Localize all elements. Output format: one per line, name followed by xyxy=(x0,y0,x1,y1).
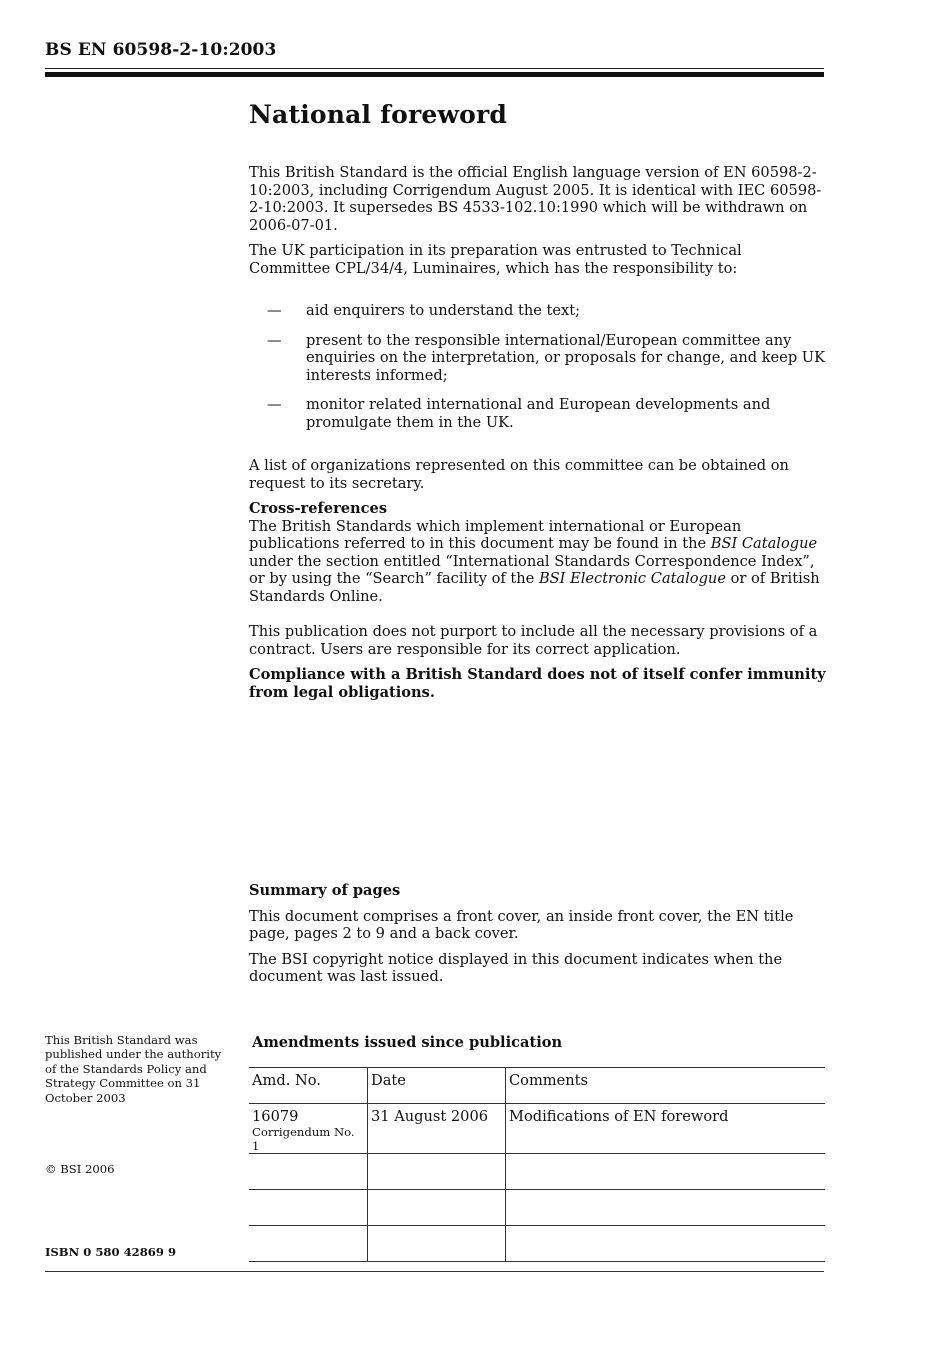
header-rule-thin xyxy=(45,68,824,69)
list-item xyxy=(249,332,827,385)
summary-section xyxy=(249,882,827,986)
amendments-title: Amendments issued since publication xyxy=(252,1034,563,1051)
page-title: National foreword xyxy=(249,100,508,129)
list-item-text: present to the responsible international/European committee any enquiries on the interpretation, or proposals for change, and keep UK interests informed; xyxy=(306,331,826,384)
disclaimer-paragraph: This publication does not purport to include all the necessary provisions of a contract. Users are responsible for its correct application. xyxy=(249,623,818,658)
compliance-statement: Compliance with a British Standard does not of itself confer immunity from legal obligations. xyxy=(249,666,826,701)
list-item-text: aid enquirers to understand the text; xyxy=(306,302,581,319)
summary-paragraph: This document comprises a front cover, an inside front cover, the EN title page, pages 2 to 9 and a back cover. xyxy=(249,907,794,942)
responsibility-list xyxy=(249,302,827,443)
body-section xyxy=(249,457,827,701)
header-rule-thick xyxy=(45,72,824,77)
bsi-electronic-catalogue-ref: BSI Electronic Catalogue xyxy=(538,570,726,587)
publication-note: This British Standard was published under the authority of the Standards Policy and Strategy Committee on 31 October 2003 xyxy=(45,1033,222,1105)
comments-cell: Modifications of EN foreword xyxy=(506,1104,826,1154)
footer-rule xyxy=(45,1271,824,1272)
document-number: BS EN 60598-2-10:2003 xyxy=(45,40,277,60)
dash-bullet: — xyxy=(267,331,282,349)
committee-paragraph: A list of organizations represented on this committee can be obtained on request to its secretary. xyxy=(249,457,789,492)
copyright-line: © BSI 2006 xyxy=(45,1162,115,1176)
list-item xyxy=(249,396,827,431)
cross-references-heading: Cross-references xyxy=(249,500,388,517)
date-cell: 31 August 2006 xyxy=(368,1104,506,1154)
copyright-notice-paragraph: The BSI copyright notice displayed in this document indicates when the document was last issued. xyxy=(249,950,783,985)
dash-bullet: — xyxy=(267,302,282,319)
intro-section xyxy=(249,164,827,277)
column-header: Date xyxy=(368,1068,506,1104)
column-header: Amd. No. xyxy=(249,1068,368,1104)
table-row-empty xyxy=(249,1190,825,1226)
amd-subtitle: Corrigendum No. 1 xyxy=(252,1125,355,1153)
intro-paragraph-2: The UK participation in its preparation was entrusted to Technical Committee CPL/34/4, Luminaires, which has the responsibility to: xyxy=(249,242,742,277)
dash-bullet: — xyxy=(267,396,282,413)
amd-no: 16079 xyxy=(252,1108,299,1125)
column-header: Comments xyxy=(506,1068,826,1104)
list-item-text: monitor related international and European developments and promulgate them in the UK. xyxy=(306,396,771,431)
bsi-catalogue-ref: BSI Catalogue xyxy=(710,535,818,552)
amendments-table xyxy=(249,1067,825,1262)
table-header-row xyxy=(249,1068,825,1104)
list-item xyxy=(249,302,827,320)
table-row xyxy=(249,1104,825,1154)
isbn-line: ISBN 0 580 42869 9 xyxy=(45,1245,177,1259)
table-row-empty xyxy=(249,1154,825,1190)
cross-references-paragraph: The British Standards which implement international or European publications referred to in this document may be found in the BSI Catalogue under the section entitled “International Standards Correspondence Index”, or by using the “Search” facility of the BSI Electronic Catalogue or of British Standards Online. xyxy=(249,517,820,605)
amd-no-cell xyxy=(249,1104,368,1154)
summary-heading: Summary of pages xyxy=(249,882,401,899)
table-row-empty xyxy=(249,1226,825,1262)
intro-paragraph-1: This British Standard is the official English language version of EN 60598-2-10:2003, including Corrigendum August 2005. It is identical with IEC 60598-2-10:2003. It supersedes BS 4533-102.10:1990 which will be withdrawn on 2006-07-01. xyxy=(249,164,822,234)
